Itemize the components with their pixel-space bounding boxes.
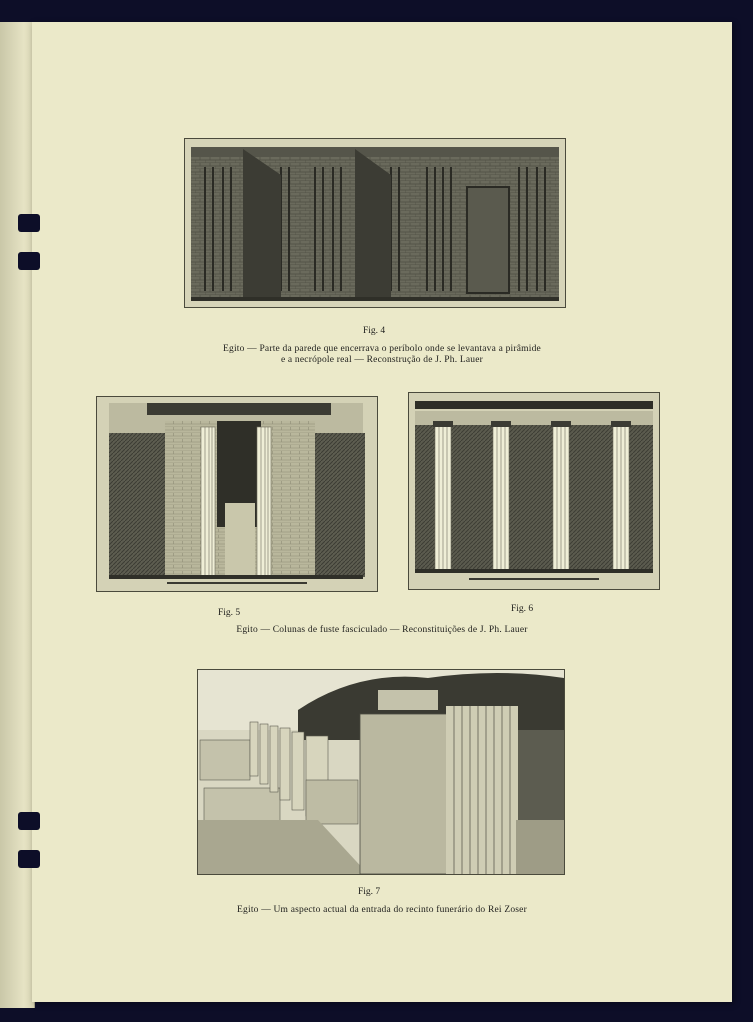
binding-hole-bottom [18,812,40,830]
binding-hole-top-2 [18,252,40,270]
book-page [32,22,732,1002]
fig6-label: Fig. 6 [511,604,534,614]
fig4-label: Fig. 4 [363,326,386,336]
fig5-6-caption: Egito — Colunas de fuste fasciculado — Reconstituições de J. Ph. Lauer [236,625,528,635]
fig4-caption-line2: e a necrópole real — Reconstrução de J. Ph. Lauer [280,355,484,365]
fig7-photo [197,669,565,875]
fig7-label: Fig. 7 [358,887,381,897]
fig7-caption: Egito — Um aspecto actual da entrada do recinto funerário do Rei Zoser [237,905,527,915]
fig5-label: Fig. 5 [218,608,241,618]
fig4-image [184,138,566,308]
fig5-image [96,396,378,592]
fig4-caption-line1: Egito — Parte da parede que encerrava o períbolo onde se levantava a pirâmide [223,344,541,354]
fig6-image [408,392,660,590]
binding-hole-top [18,214,40,232]
binding-hole-bottom-2 [18,850,40,868]
